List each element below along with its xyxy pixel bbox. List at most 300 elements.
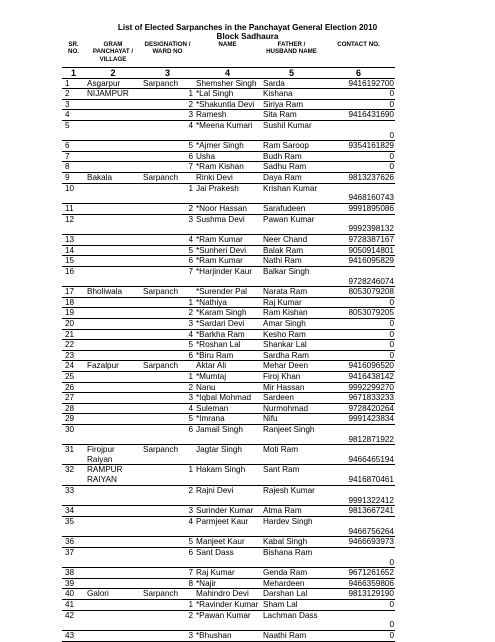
cell-sr-no: 38 <box>62 568 85 579</box>
cell-designation: 2 <box>141 308 194 319</box>
cell-village <box>85 382 141 393</box>
cell-village <box>85 141 141 152</box>
cell-contact: 9466359806 <box>322 578 395 589</box>
cell-father-husband: Moti Ram <box>261 445 322 465</box>
table-row <box>62 287 395 298</box>
table-row <box>62 371 395 382</box>
header-name: NAME <box>218 41 237 48</box>
cell-name: *Shakuntla Devi <box>194 99 261 110</box>
cell-father-husband: Neer Chand <box>261 235 322 246</box>
table-row <box>62 578 395 589</box>
column-number: 2 <box>85 67 141 78</box>
cell-name: Rajni Devi <box>194 485 261 505</box>
cell-name: *Barkha Ram <box>194 329 261 340</box>
cell-father-husband: Amar Singh <box>261 318 322 329</box>
cell-contact: 0 <box>322 151 395 162</box>
cell-name: *Lal Singh <box>194 89 261 100</box>
cell-contact: 9813129190 <box>322 589 395 600</box>
cell-sr-no: 29 <box>62 414 85 425</box>
cell-contact: 0 <box>322 297 395 308</box>
table-row <box>62 393 395 404</box>
cell-designation: 2 <box>141 99 194 110</box>
table-row <box>62 610 395 630</box>
cell-village <box>85 506 141 517</box>
table-row <box>62 414 395 425</box>
cell-sr-no: 7 <box>62 151 85 162</box>
cell-village <box>85 329 141 340</box>
table-row <box>62 204 395 215</box>
cell-name: *Ram Kishan <box>194 162 261 173</box>
cell-father-husband: Sardeen <box>261 393 322 404</box>
cell-contact: 0 <box>322 120 395 140</box>
cell-name: *Ram Kumar <box>194 235 261 246</box>
cell-name: Raj Kumar <box>194 568 261 579</box>
cell-contact: 9416096520 <box>322 361 395 372</box>
cell-village <box>85 245 141 256</box>
cell-contact: 9992299270 <box>322 382 395 393</box>
table-row <box>62 162 395 173</box>
cell-contact: 8053079208 <box>322 287 395 298</box>
cell-father-husband: Kishana <box>261 89 322 100</box>
cell-sr-no: 20 <box>62 318 85 329</box>
cell-village <box>85 547 141 567</box>
table-row <box>62 361 395 372</box>
cell-name: *Mumtaj <box>194 371 261 382</box>
cell-father-husband: Balkar Singh <box>261 266 322 286</box>
table-row <box>62 99 395 110</box>
cell-father-husband: Bishana Ram <box>261 547 322 567</box>
cell-village <box>85 578 141 589</box>
table-row <box>62 424 395 444</box>
cell-contact: 9728246074 <box>322 266 395 286</box>
cell-sr-no: 12 <box>62 214 85 234</box>
header-father-husband: FATHER / HUSBAND NAME <box>266 41 317 56</box>
cell-village <box>85 99 141 110</box>
table-row <box>62 318 395 329</box>
cell-contact: 0 <box>322 547 395 567</box>
cell-sr-no: 22 <box>62 340 85 351</box>
cell-designation: 6 <box>141 151 194 162</box>
cell-village <box>85 120 141 140</box>
cell-designation: 3 <box>141 393 194 404</box>
cell-village: NIJAMPUR <box>85 89 141 100</box>
cell-village <box>85 610 141 630</box>
column-number: 5 <box>261 67 322 78</box>
cell-designation: 4 <box>141 516 194 536</box>
cell-name: *Ravinder Kumar <box>194 600 261 611</box>
cell-name: Aktar Ali <box>194 361 261 372</box>
cell-sr-no: 41 <box>62 600 85 611</box>
cell-name: Ramesh <box>194 110 261 121</box>
cell-name: Sant Dass <box>194 547 261 567</box>
cell-contact: 0 <box>322 99 395 110</box>
table-row <box>62 183 395 203</box>
table-row <box>62 173 395 184</box>
cell-name: Nanu <box>194 382 261 393</box>
table-row <box>62 141 395 152</box>
cell-father-husband: Budh Ram <box>261 151 322 162</box>
cell-designation: 1 <box>141 371 194 382</box>
cell-designation: 5 <box>141 245 194 256</box>
cell-name: *Biru Ram <box>194 350 261 361</box>
cell-village <box>85 516 141 536</box>
table-row <box>62 382 395 393</box>
cell-designation: 4 <box>141 235 194 246</box>
cell-sr-no: 2 <box>62 89 85 100</box>
cell-village <box>85 214 141 234</box>
table-row <box>62 350 395 361</box>
cell-sr-no: 10 <box>62 183 85 203</box>
cell-name: *Najir <box>194 578 261 589</box>
table-row <box>62 235 395 246</box>
cell-village <box>85 266 141 286</box>
cell-contact: 9813237626 <box>322 173 395 184</box>
cell-sr-no: 33 <box>62 485 85 505</box>
cell-father-husband: Krishan Kumar <box>261 183 322 203</box>
cell-village: Asgarpur <box>85 78 141 89</box>
cell-sr-no: 6 <box>62 141 85 152</box>
cell-contact: 9416438142 <box>322 371 395 382</box>
cell-village <box>85 371 141 382</box>
cell-sr-no: 32 <box>62 465 85 485</box>
cell-name: *Noor Hassan <box>194 204 261 215</box>
cell-village <box>85 403 141 414</box>
cell-sr-no: 34 <box>62 506 85 517</box>
cell-father-husband: Raj Kumar <box>261 297 322 308</box>
cell-contact: 9466465194 <box>322 445 395 465</box>
cell-village: Fazalpur <box>85 361 141 372</box>
cell-designation: 7 <box>141 568 194 579</box>
cell-contact: 0 <box>322 162 395 173</box>
cell-village <box>85 568 141 579</box>
cell-name: *Roshan Lal <box>194 340 261 351</box>
cell-father-husband: Sita Ram <box>261 110 322 121</box>
cell-designation: 1 <box>141 600 194 611</box>
cell-father-husband: Genda Ram <box>261 568 322 579</box>
cell-sr-no: 19 <box>62 308 85 319</box>
cell-sr-no: 9 <box>62 173 85 184</box>
cell-contact: 9991322412 <box>322 485 395 505</box>
cell-sr-no: 5 <box>62 120 85 140</box>
cell-sr-no: 8 <box>62 162 85 173</box>
table-row <box>62 445 395 465</box>
cell-village <box>85 308 141 319</box>
cell-contact: 9813667241 <box>322 506 395 517</box>
cell-name: Parmjeet Kaur <box>194 516 261 536</box>
cell-father-husband: Naathi Ram <box>261 631 322 642</box>
table-row <box>62 120 395 140</box>
cell-sr-no: 39 <box>62 578 85 589</box>
cell-father-husband: Mehar Deen <box>261 361 322 372</box>
cell-father-husband: Nurmohmad <box>261 403 322 414</box>
cell-father-husband: Sarda <box>261 78 322 89</box>
cell-father-husband: Sarafudeen <box>261 204 322 215</box>
cell-contact: 9416870461 <box>322 465 395 485</box>
cell-sr-no: 37 <box>62 547 85 567</box>
cell-sr-no: 36 <box>62 537 85 548</box>
cell-designation: 1 <box>141 297 194 308</box>
cell-father-husband: Sadhu Ram <box>261 162 322 173</box>
cell-father-husband: Shankar Lal <box>261 340 322 351</box>
cell-contact: 9354161829 <box>322 141 395 152</box>
cell-sr-no: 31 <box>62 445 85 465</box>
table-row <box>62 516 395 536</box>
cell-designation: 3 <box>141 214 194 234</box>
cell-designation: 3 <box>141 110 194 121</box>
cell-designation: 5 <box>141 537 194 548</box>
cell-father-husband: Mir Hassan <box>261 382 322 393</box>
cell-designation: 6 <box>141 547 194 567</box>
cell-contact: 0 <box>322 610 395 630</box>
cell-contact: 9416431690 <box>322 110 395 121</box>
cell-father-husband: Nathi Ram <box>261 256 322 267</box>
column-number-row <box>62 67 395 78</box>
cell-contact: 9466693973 <box>322 537 395 548</box>
cell-name: Surinder Kumar <box>194 506 261 517</box>
cell-designation: 6 <box>141 256 194 267</box>
cell-father-husband: Kabal Singh <box>261 537 322 548</box>
cell-name: *Karam Singh <box>194 308 261 319</box>
header-contact-no: CONTACT NO. <box>337 41 380 48</box>
sarpanch-table <box>62 40 395 642</box>
cell-sr-no: 26 <box>62 382 85 393</box>
cell-contact: 9468160743 <box>322 183 395 203</box>
table-row <box>62 89 395 100</box>
cell-designation: 3 <box>141 631 194 642</box>
cell-contact: 0 <box>322 350 395 361</box>
cell-sr-no: 11 <box>62 204 85 215</box>
document-subtitle: Block Sadhaura <box>216 32 279 41</box>
cell-father-husband: Ranjeet Singh <box>261 424 322 444</box>
table-row <box>62 340 395 351</box>
cell-sr-no: 25 <box>62 371 85 382</box>
cell-father-husband: Sardha Ram <box>261 350 322 361</box>
cell-sr-no: 28 <box>62 403 85 414</box>
cell-father-husband: Sushil Kumar <box>261 120 322 140</box>
table-row <box>62 245 395 256</box>
cell-village <box>85 537 141 548</box>
cell-village <box>85 340 141 351</box>
cell-contact: 9671261652 <box>322 568 395 579</box>
cell-sr-no: 17 <box>62 287 85 298</box>
cell-name: Rinki Devi <box>194 173 261 184</box>
cell-designation: 7 <box>141 162 194 173</box>
cell-contact: 0 <box>322 600 395 611</box>
cell-name: *Ajmer Singh <box>194 141 261 152</box>
cell-designation: 5 <box>141 141 194 152</box>
cell-village <box>85 424 141 444</box>
cell-designation: 4 <box>141 329 194 340</box>
cell-father-husband: Lachman Dass <box>261 610 322 630</box>
cell-contact: 8053079205 <box>322 308 395 319</box>
cell-father-husband: Siriya Ram <box>261 99 322 110</box>
table-row <box>62 214 395 234</box>
cell-name: *Ram Kumar <box>194 256 261 267</box>
cell-sr-no: 40 <box>62 589 85 600</box>
cell-contact: 9050914801 <box>322 245 395 256</box>
column-number: 4 <box>194 67 261 78</box>
cell-father-husband: Ram Saroop <box>261 141 322 152</box>
cell-village: Bholiwala <box>85 287 141 298</box>
header-sr-no: SR. NO. <box>67 41 79 56</box>
cell-village: Galori <box>85 589 141 600</box>
cell-sr-no: 24 <box>62 361 85 372</box>
cell-designation: Sarpanch <box>141 78 194 89</box>
cell-village <box>85 183 141 203</box>
cell-father-husband: Daya Ram <box>261 173 322 184</box>
table-row <box>62 308 395 319</box>
table-row <box>62 297 395 308</box>
cell-designation: 5 <box>141 414 194 425</box>
column-number: 6 <box>322 67 395 78</box>
cell-father-husband: Pawan Kumar <box>261 214 322 234</box>
table-row <box>62 403 395 414</box>
table-row <box>62 568 395 579</box>
cell-designation: 2 <box>141 204 194 215</box>
cell-contact: 0 <box>322 329 395 340</box>
cell-name: Jamail Singh <box>194 424 261 444</box>
cell-father-husband: Firoj Khan <box>261 371 322 382</box>
table-row <box>62 266 395 286</box>
cell-designation: Sarpanch <box>141 445 194 465</box>
cell-village: Bakala <box>85 173 141 184</box>
cell-village <box>85 485 141 505</box>
cell-contact: 9992398132 <box>322 214 395 234</box>
cell-father-husband: Ram Kishan <box>261 308 322 319</box>
cell-designation: 3 <box>141 506 194 517</box>
table-row <box>62 110 395 121</box>
table-row <box>62 485 395 505</box>
cell-contact: 0 <box>322 631 395 642</box>
cell-contact: 9416192700 <box>322 78 395 89</box>
header-designation: DESIGNATION / WARD NO <box>144 41 191 56</box>
table-row <box>62 506 395 517</box>
cell-village <box>85 318 141 329</box>
cell-contact: 9728420264 <box>322 403 395 414</box>
cell-contact: 0 <box>322 318 395 329</box>
cell-name: Shemsher Singh <box>194 78 261 89</box>
cell-designation: Sarpanch <box>141 361 194 372</box>
table-row <box>62 465 395 485</box>
cell-name: *Surender Pal <box>194 287 261 298</box>
cell-name: *Nathiya <box>194 297 261 308</box>
cell-village <box>85 204 141 215</box>
cell-sr-no: 4 <box>62 110 85 121</box>
cell-contact: 9466756264 <box>322 516 395 536</box>
table-row <box>62 600 395 611</box>
table-row <box>62 256 395 267</box>
cell-contact: 0 <box>322 89 395 100</box>
cell-name: Sushma Devi <box>194 214 261 234</box>
table-row <box>62 78 395 89</box>
cell-village: RAMPUR RAIYAN <box>85 465 141 485</box>
cell-sr-no: 27 <box>62 393 85 404</box>
cell-designation: 4 <box>141 403 194 414</box>
table-row <box>62 589 395 600</box>
table-row <box>62 151 395 162</box>
cell-designation: 2 <box>141 610 194 630</box>
cell-designation: 1 <box>141 183 194 203</box>
cell-contact: 0 <box>322 340 395 351</box>
cell-designation: 1 <box>141 89 194 100</box>
table-row <box>62 537 395 548</box>
cell-sr-no: 14 <box>62 245 85 256</box>
cell-sr-no: 21 <box>62 329 85 340</box>
cell-name: Manjeet Kaur <box>194 537 261 548</box>
cell-name: *Iqbal Mohmad <box>194 393 261 404</box>
cell-sr-no: 42 <box>62 610 85 630</box>
cell-designation: 5 <box>141 340 194 351</box>
cell-designation: Sarpanch <box>141 173 194 184</box>
cell-name: Jagtar Singh <box>194 445 261 465</box>
cell-sr-no: 18 <box>62 297 85 308</box>
cell-sr-no: 35 <box>62 516 85 536</box>
cell-sr-no: 16 <box>62 266 85 286</box>
cell-designation: Sarpanch <box>141 287 194 298</box>
cell-father-husband: Mehardeen <box>261 578 322 589</box>
cell-designation: 6 <box>141 424 194 444</box>
cell-name: *Harjinder Kaur <box>194 266 261 286</box>
cell-name: Usha <box>194 151 261 162</box>
cell-village <box>85 350 141 361</box>
cell-contact: 9991423834 <box>322 414 395 425</box>
cell-village <box>85 393 141 404</box>
cell-designation: Sarpanch <box>141 589 194 600</box>
cell-designation: 7 <box>141 266 194 286</box>
table-header-row <box>62 40 395 67</box>
cell-name: *Imrana <box>194 414 261 425</box>
cell-father-husband: Nifu <box>261 414 322 425</box>
cell-father-husband: Kesho Ram <box>261 329 322 340</box>
cell-village <box>85 256 141 267</box>
cell-sr-no: 30 <box>62 424 85 444</box>
cell-designation: 1 <box>141 465 194 485</box>
cell-designation: 3 <box>141 318 194 329</box>
cell-name: Jai Prakesh <box>194 183 261 203</box>
column-number: 3 <box>141 67 194 78</box>
cell-contact: 9728387167 <box>322 235 395 246</box>
cell-name: *Pawan Kumar <box>194 610 261 630</box>
cell-village <box>85 235 141 246</box>
cell-sr-no: 1 <box>62 78 85 89</box>
cell-father-husband: Narata Ram <box>261 287 322 298</box>
cell-sr-no: 43 <box>62 631 85 642</box>
cell-designation: 6 <box>141 350 194 361</box>
cell-village <box>85 151 141 162</box>
table-row <box>62 547 395 567</box>
cell-name: *Bhushan <box>194 631 261 642</box>
cell-father-husband: Hardev Singh <box>261 516 322 536</box>
cell-village <box>85 162 141 173</box>
cell-designation: 2 <box>141 485 194 505</box>
cell-father-husband: Sant Ram <box>261 465 322 485</box>
cell-contact: 9416095829 <box>322 256 395 267</box>
cell-designation: 8 <box>141 578 194 589</box>
header-gram-panchayat: GRAM PANCHAYAT / VILLAGE <box>92 41 134 63</box>
cell-father-husband: Darshan Lal <box>261 589 322 600</box>
cell-father-husband: Rajesh Kumar <box>261 485 322 505</box>
cell-village <box>85 414 141 425</box>
cell-sr-no: 13 <box>62 235 85 246</box>
cell-designation: 4 <box>141 120 194 140</box>
cell-village <box>85 110 141 121</box>
table-body <box>62 78 395 641</box>
document-title: List of Elected Sarpanches in the Panchayat General Election 2010 <box>117 23 378 32</box>
cell-designation: 2 <box>141 382 194 393</box>
column-number: 1 <box>62 67 85 78</box>
cell-village <box>85 600 141 611</box>
cell-father-husband: Atma Ram <box>261 506 322 517</box>
